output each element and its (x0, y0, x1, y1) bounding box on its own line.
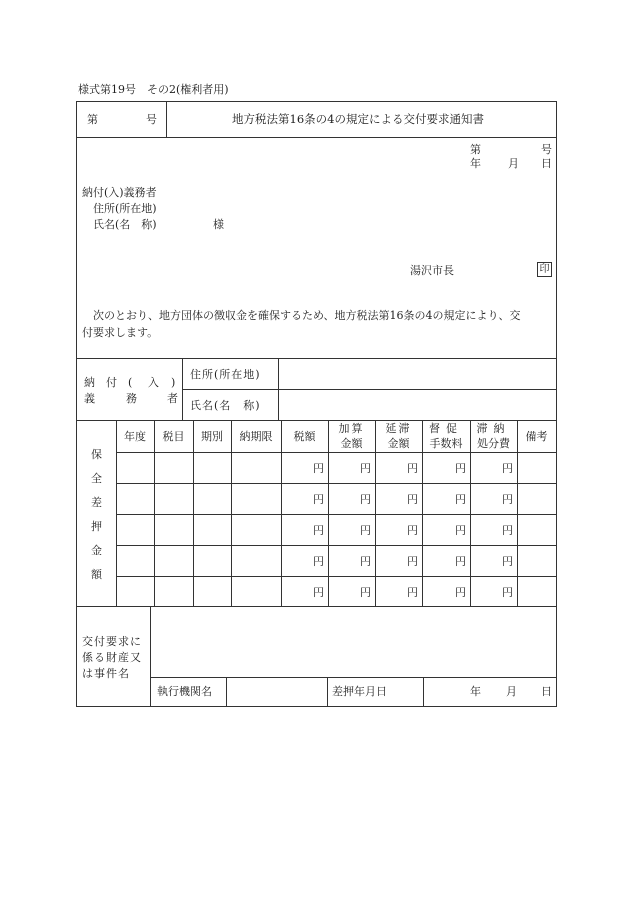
yen-mark: 円 (455, 462, 466, 475)
yen-mark: 円 (313, 493, 324, 506)
yen-mark: 円 (360, 524, 371, 537)
body-text-line-2: 付要求します。 (82, 326, 159, 339)
frame-left (76, 101, 77, 707)
header-number-label-1: 第 (87, 113, 98, 126)
yen-mark: 円 (407, 586, 418, 599)
seizure-date-hi: 日 (541, 685, 552, 698)
yen-mark: 円 (313, 555, 324, 568)
yen-mark: 円 (407, 524, 418, 537)
yen-mark: 円 (407, 493, 418, 506)
yen-mark: 円 (502, 493, 513, 506)
side-label-char: 押 (91, 520, 102, 533)
form-caption: 様式第19号 その2(権利者用) (78, 83, 229, 96)
yen-mark: 円 (313, 524, 324, 537)
side-label-char: 額 (91, 568, 102, 581)
yen-mark: 円 (407, 555, 418, 568)
yen-mark: 円 (502, 586, 513, 599)
top-date-nen: 年 (470, 157, 481, 170)
obligor-label-char: 納 (84, 376, 95, 389)
frame-top (76, 101, 557, 102)
header-number-label-2: 号 (146, 113, 157, 126)
obligor-label-char: 付 (106, 376, 117, 389)
obligor-label-char: 務 (126, 392, 137, 405)
yen-mark: 円 (455, 586, 466, 599)
col-header-entai-1: 延滞 (385, 422, 412, 435)
yen-mark: 円 (455, 524, 466, 537)
col-header-biko: 備考 (525, 430, 548, 443)
yen-mark: 円 (360, 586, 371, 599)
issuer-mayor: 湯沢市長 (410, 264, 454, 277)
seizure-date-tsuki: 月 (506, 685, 517, 698)
agency-label: 執行機関名 (157, 685, 212, 698)
yen-mark: 円 (502, 524, 513, 537)
obligor-address-label: 住所(所在地) (190, 368, 261, 381)
addressee-line-1: 納付(入)義務者 (82, 186, 157, 199)
top-date-hi: 日 (541, 157, 552, 170)
yen-mark: 円 (360, 493, 371, 506)
obligor-label-char: 義 (84, 392, 95, 405)
addressee-line-3: 氏名(名 称) (93, 218, 157, 231)
yen-mark: 円 (313, 462, 324, 475)
body-text-line-1: 次のとおり、地方団体の徴収金を確保するため、地方税法第16条の4の規定により、交 (93, 309, 521, 322)
yen-mark: 円 (455, 555, 466, 568)
side-label-char: 全 (91, 472, 102, 485)
col-header-nokigen: 納期限 (239, 430, 273, 443)
top-number-dai: 第 (470, 143, 481, 156)
addressee-line-2: 住所(所在地) (93, 202, 157, 215)
col-header-kasan-2: 金額 (340, 437, 363, 450)
addressee-sama: 様 (213, 218, 224, 231)
col-header-zeimoku: 税目 (162, 430, 185, 443)
col-header-kibetsu: 期別 (201, 430, 223, 443)
yen-mark: 円 (455, 493, 466, 506)
top-date-tsuki: 月 (508, 157, 519, 170)
col-header-kasan-1: 加算 (338, 422, 365, 435)
col-header-tokusoku-1: 督促 (429, 422, 463, 435)
col-header-zeigaku: 税額 (293, 430, 316, 443)
yen-mark: 円 (502, 555, 513, 568)
col-header-entai-2: 金額 (387, 437, 410, 450)
frame-right (556, 101, 557, 707)
side-label-char: 差 (91, 496, 102, 509)
obligor-label-char: 入 (148, 376, 159, 389)
col-header-taino-2: 処分費 (477, 437, 510, 450)
side-label-char: 保 (91, 448, 102, 461)
frame-bottom (76, 706, 557, 707)
side-label-char: 金 (91, 544, 102, 557)
obligor-label-char: ( (128, 376, 133, 389)
yen-mark: 円 (407, 462, 418, 475)
obligor-label-char: ) (171, 376, 176, 389)
yen-mark: 円 (360, 555, 371, 568)
seizure-date-nen: 年 (470, 685, 481, 698)
document-title: 地方税法第16条の4の規定による交付要求通知書 (232, 112, 484, 126)
col-header-taino-1: 滞納 (476, 422, 511, 435)
property-label-line-2: 係る財産又 (82, 651, 142, 664)
col-header-tokusoku-2: 手数料 (429, 437, 463, 450)
yen-mark: 円 (313, 586, 324, 599)
top-number-go: 号 (541, 143, 552, 156)
obligor-name-label: 氏名(名 称) (190, 399, 261, 412)
seizure-date-label: 差押年月日 (332, 685, 387, 698)
col-header-nendo: 年度 (124, 430, 146, 443)
obligor-label-char: 者 (167, 392, 178, 405)
yen-mark: 円 (502, 462, 513, 475)
property-label-line-1: 交付要求に (82, 635, 142, 648)
yen-mark: 円 (360, 462, 371, 475)
seal-box: 印 (537, 262, 552, 277)
property-label-line-3: は事件名 (82, 667, 130, 680)
